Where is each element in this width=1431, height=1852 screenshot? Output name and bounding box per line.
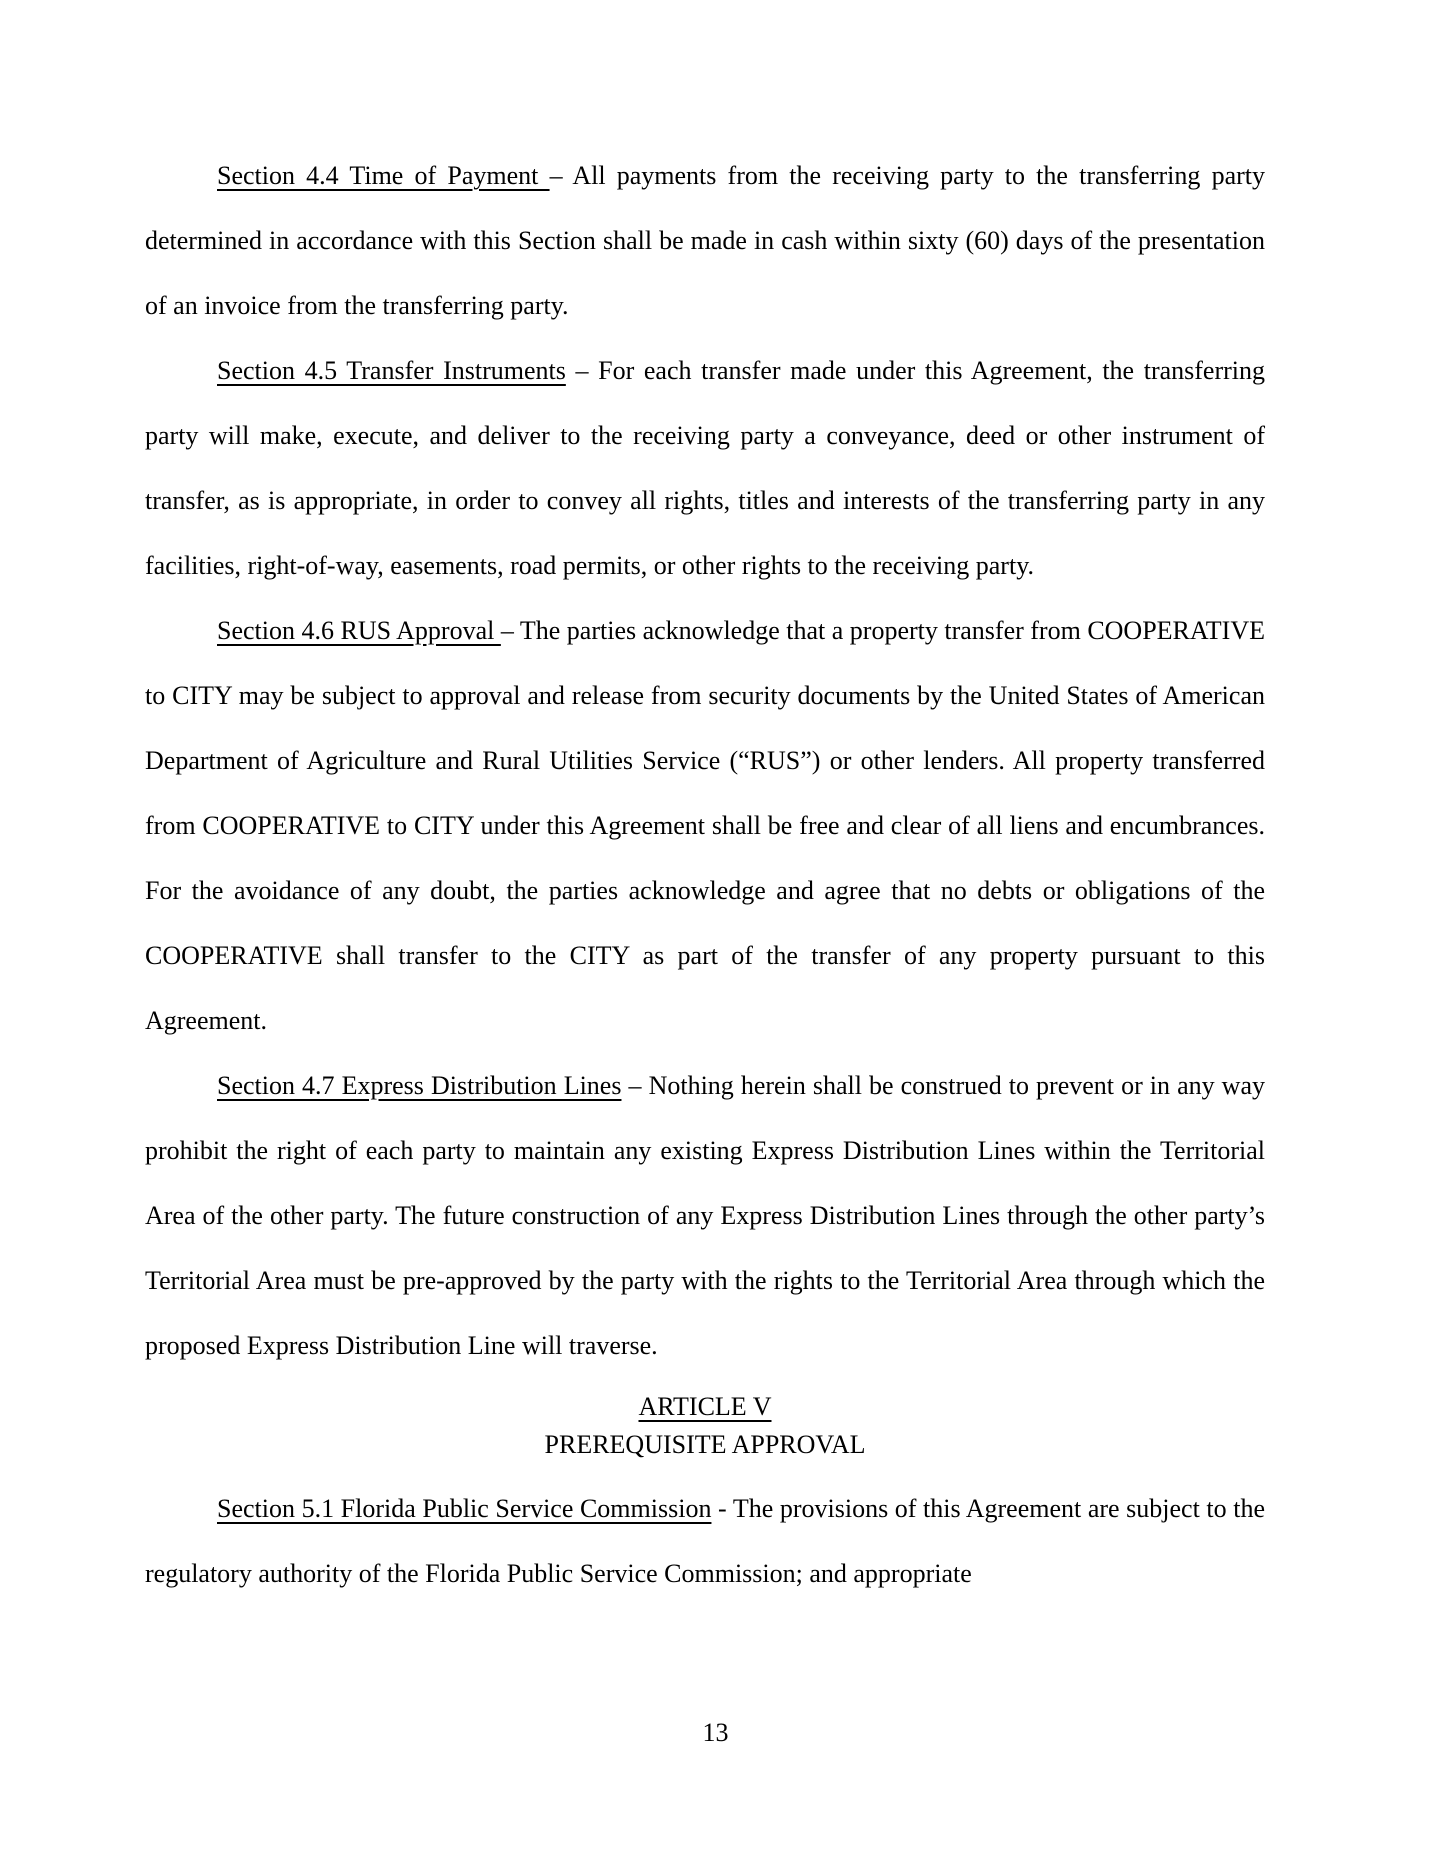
page-number: 13 bbox=[702, 1718, 729, 1747]
paragraph-section-4-7 bbox=[145, 1053, 1265, 1378]
article-v-subtitle: PREREQUISITE APPROVAL bbox=[544, 1430, 866, 1459]
document-body bbox=[145, 143, 1265, 1606]
section-4-6-text: – The parties acknowledge that a property transfer from COOPERATIVE to CITY may be subject to approval and release from security documents by the United States of American Department of Agriculture and Rural Utilities Service (“RUS”) or other lenders. All property transferred from COOPERATIVE to CITY under this Agreement shall be free and clear of all liens and encumbrances. For the avoidance of any doubt, the parties acknowledge and agree that no debts or obligations of the COOPERATIVE shall transfer to the CITY as part of the transfer of any property pursuant to this Agreement. bbox=[145, 616, 1265, 1035]
paragraph-section-4-4 bbox=[145, 143, 1265, 338]
section-4-7-text: – Nothing herein shall be construed to prevent or in any way prohibit the right of each party to maintain any existing Express Distribution Lines within the Territorial Area of the other party. The future construction of any Express Distribution Lines through the other party’s Territorial Area must be pre-approved by the party with the rights to the Territorial Area through which the proposed Express Distribution Line will traverse. bbox=[145, 1071, 1265, 1360]
article-v-title: ARTICLE V bbox=[638, 1392, 772, 1421]
section-4-5-text: – For each transfer made under this Agreement, the transferring party will make, execute, and deliver to the receiving party a conveyance, deed or other instrument of transfer, as is appropriate, in order to convey all rights, titles and interests of the transferring party in any facilities, right-of-way, easements, road permits, or other rights to the receiving party. bbox=[145, 356, 1266, 580]
section-4-4-heading: Section 4.4 Time of Payment bbox=[217, 161, 550, 190]
section-5-1-text: - The provisions of this Agreement are subject to the regulatory authority of the Florida Public Service Commission; and appropriate bbox=[145, 1494, 1265, 1588]
section-4-5-heading: Section 4.5 Transfer Instruments bbox=[217, 356, 566, 385]
paragraph-section-4-6 bbox=[145, 598, 1265, 1053]
paragraph-section-5-1 bbox=[145, 1476, 1265, 1606]
section-4-7-heading: Section 4.7 Express Distribution Lines bbox=[217, 1071, 622, 1100]
section-5-1-heading: Section 5.1 Florida Public Service Commission bbox=[217, 1494, 712, 1523]
article-v-title-line bbox=[145, 1388, 1265, 1426]
section-4-4-text: – All payments from the receiving party to the transferring party determined in accordance with this Section shall be made in cash within sixty (60) days of the presentation of an invoice from the transferring party. bbox=[145, 161, 1266, 320]
paragraph-section-4-5 bbox=[145, 338, 1265, 598]
section-4-6-heading: Section 4.6 RUS Approval bbox=[217, 616, 501, 645]
article-v-heading-block bbox=[145, 1388, 1265, 1464]
